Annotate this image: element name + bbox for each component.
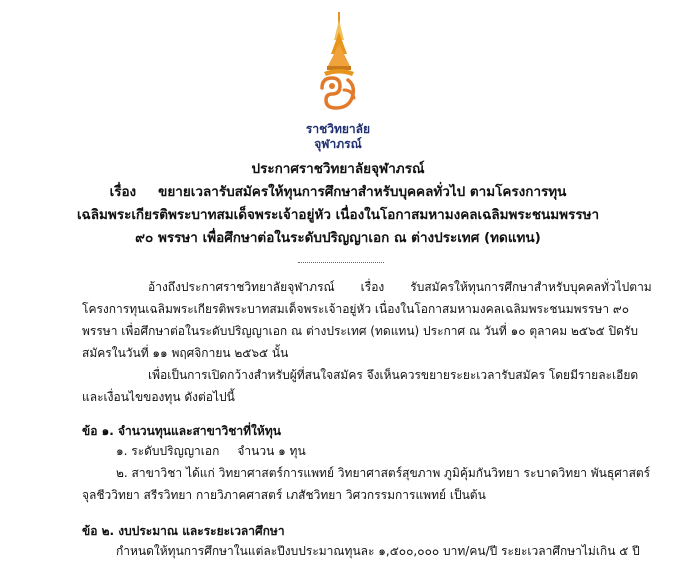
section-1-item-1: ๑. ระดับปริญญาเอก จำนวน ๑ ทุน <box>116 444 306 458</box>
paragraph-1-line-4: สมัครในวันที่ ๑๑ พฤศจิกายน ๒๕๖๕ นั้น <box>82 346 289 360</box>
paragraph-1-line-1: อ้างถึงประกาศราชวิทยาลัยจุฬาภรณ์ เรื่อง รับสมัครให้ทุนการศึกษาสำหรับบุคคลทั่วไปตาม <box>148 280 652 294</box>
logo-name-line2: จุฬาภรณ์ <box>314 137 362 151</box>
paragraph-1-line-3: พรรษา เพื่อศึกษาต่อในระดับปริญญาเอก ณ ต่างประเทศ (ทดแทน) ประกาศ ณ วันที่ ๑๐ ตุลาคม ๒๕๖๕ ปิดรับ <box>82 324 638 338</box>
logo-name-line1: ราชวิทยาลัย <box>305 122 371 136</box>
separator-line <box>298 262 384 263</box>
paragraph-2-line-2: และเงื่อนไขของทุน ดังต่อไปนี้ <box>82 390 235 404</box>
section-1-item-2-line-2: จุลชีววิทยา สรีรวิทยา กายวิภาคศาสตร์ เภสัชวิทยา วิศวกรรมการแพทย์ เป็นต้น <box>82 488 486 502</box>
subject-label: เรื่อง <box>109 184 137 200</box>
section-1-heading: ข้อ ๑. จำนวนทุนและสาขาวิชาที่ให้ทุน <box>82 424 281 438</box>
subject-text-1: ขยายเวลารับสมัครให้ทุนการศึกษาสำหรับบุคคลทั่วไป ตามโครงการทุน <box>158 184 567 200</box>
subject-text-3: ๙๐ พรรษา เพื่อศึกษาต่อในระดับปริญญาเอก ณ ต่างประเทศ (ทดแทน) <box>135 230 541 246</box>
section-1-item-2-line-1: ๒. สาขาวิชา ได้แก่ วิทยาศาสตร์การแพทย์ วิทยาศาสตร์สุขภาพ ภูมิคุ้มกันวิทยา ระบาดวิทยา พันธุศาสตร์ <box>116 466 651 480</box>
announcement-title: ประกาศราชวิทยาลัยจุฬาภรณ์ <box>251 161 425 177</box>
chulabhorn-emblem-icon <box>308 10 370 120</box>
paragraph-2-line-1: เพื่อเป็นการเปิดกว้างสำหรับผู้ที่สนใจสมัคร จึงเห็นควรขยายระยะเวลารับสมัคร โดยมีรายละเอียด <box>148 368 639 382</box>
section-2-line-1: กำหนดให้ทุนการศึกษาในแต่ละปีงบประมาณทุนละ ๑,๕๐๐,๐๐๐ บาท/คน/ปี ระยะเวลาศึกษาไม่เกิน ๕ ปี <box>116 544 640 558</box>
paragraph-1-line-2: โครงการทุนเฉลิมพระเกียรติพระบาทสมเด็จพระเจ้าอยู่หัว เนื่องในโอกาสมหามงคลเฉลิมพระชนมพรรษา ๙๐ <box>82 302 630 316</box>
section-2-heading: ข้อ ๒. งบประมาณ และระยะเวลาศึกษา <box>82 524 285 538</box>
subject-text-2: เฉลิมพระเกียรติพระบาทสมเด็จพระเจ้าอยู่หัว เนื่องในโอกาสมหามงคลเฉลิมพระชนมพรรษา <box>76 207 600 223</box>
subject-line <box>0 181 676 203</box>
